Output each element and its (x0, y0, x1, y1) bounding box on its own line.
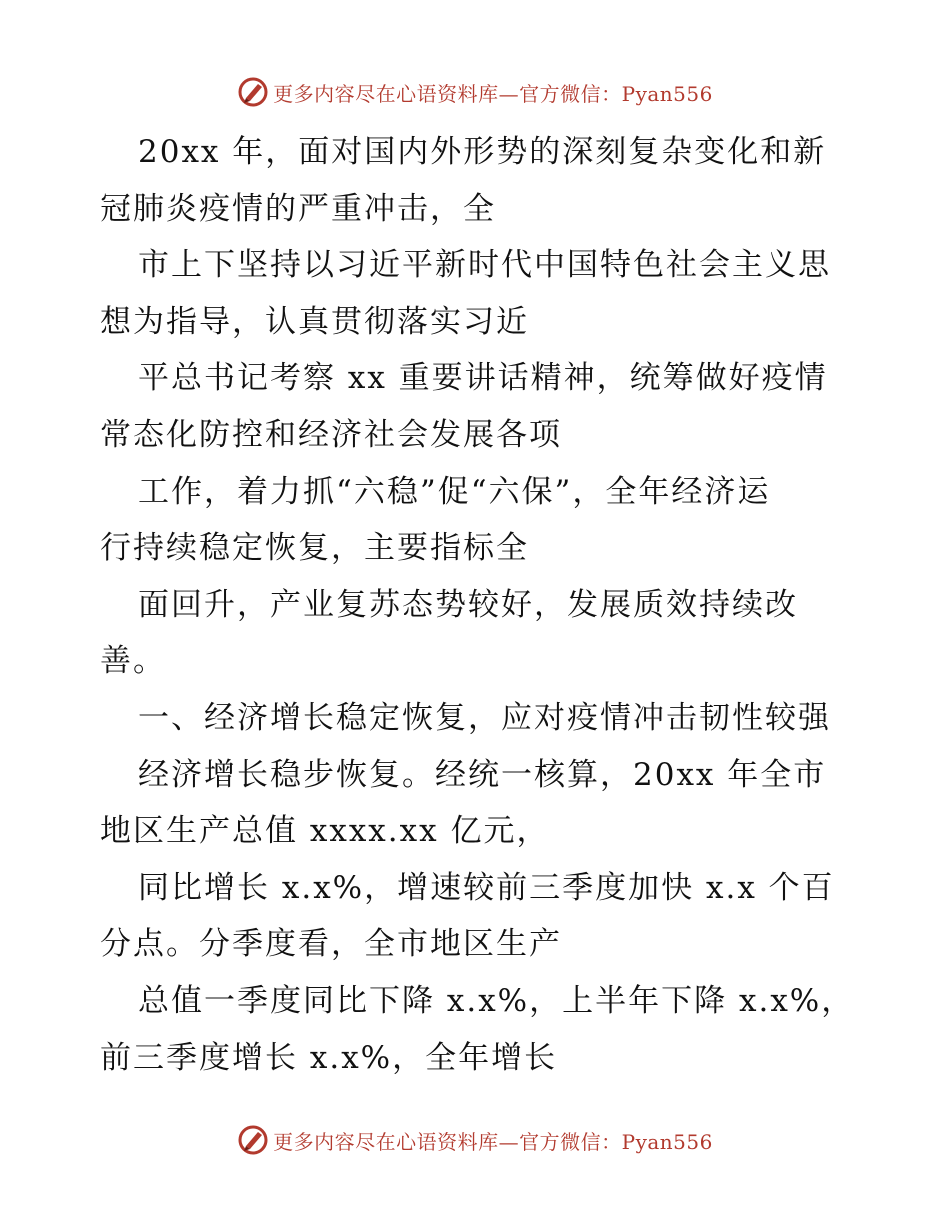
text-line: 常态化防控和经济社会发展各项 (100, 416, 562, 453)
text-line: 20xx 年，面对国内外形势的深刻复杂变化和新 (138, 134, 827, 170)
text-line: 工作，着力抓“六稳”促“六保”，全年经济运 (138, 473, 771, 510)
text-line: 冠肺炎疫情的严重冲击，全 (100, 190, 496, 227)
text-line: 分点。分季度看，全市地区生产 (100, 926, 562, 963)
footer-watermark (0, 1120, 950, 1160)
watermark-text: 更多内容尽在心语资料库—官方微信：Pyan556 (273, 1129, 713, 1154)
text-line: 地区生产总值 xxxx.xx 亿元， (100, 813, 550, 850)
text-line: 市上下坚持以习近平新时代中国特色社会主义思 (138, 247, 831, 284)
text-line: 面回升，产业复苏态势较好，发展质效持续改 (138, 586, 798, 623)
text-line: 平总书记考察 xx 重要讲话精神，统筹做好疫情 (138, 360, 828, 397)
text-line: 行持续稳定恢复，主要指标全 (100, 530, 529, 567)
text-line: 前三季度增长 x.x%，全年增长 (100, 1039, 558, 1076)
document-body (100, 124, 860, 1086)
text-line: 一、经济增长稳定恢复，应对疫情冲击韧性较强 (138, 699, 831, 736)
text-line: 同比增长 x.x%，增速较前三季度加快 x.x 个百 (138, 869, 835, 906)
pen-logo-icon (237, 76, 269, 108)
text-line: 总值一季度同比下降 x.x%，上半年下降 x.x%， (138, 982, 855, 1019)
text-line: 经济增长稳步恢复。经统一核算，20xx 年全市 (138, 756, 827, 793)
text-line: 想为指导，认真贯彻落实习近 (100, 303, 529, 340)
header-watermark (0, 72, 950, 112)
watermark-text: 更多内容尽在心语资料库—官方微信：Pyan556 (273, 81, 713, 106)
text-line: 善。 (100, 643, 166, 680)
pen-logo-icon (237, 1124, 269, 1156)
